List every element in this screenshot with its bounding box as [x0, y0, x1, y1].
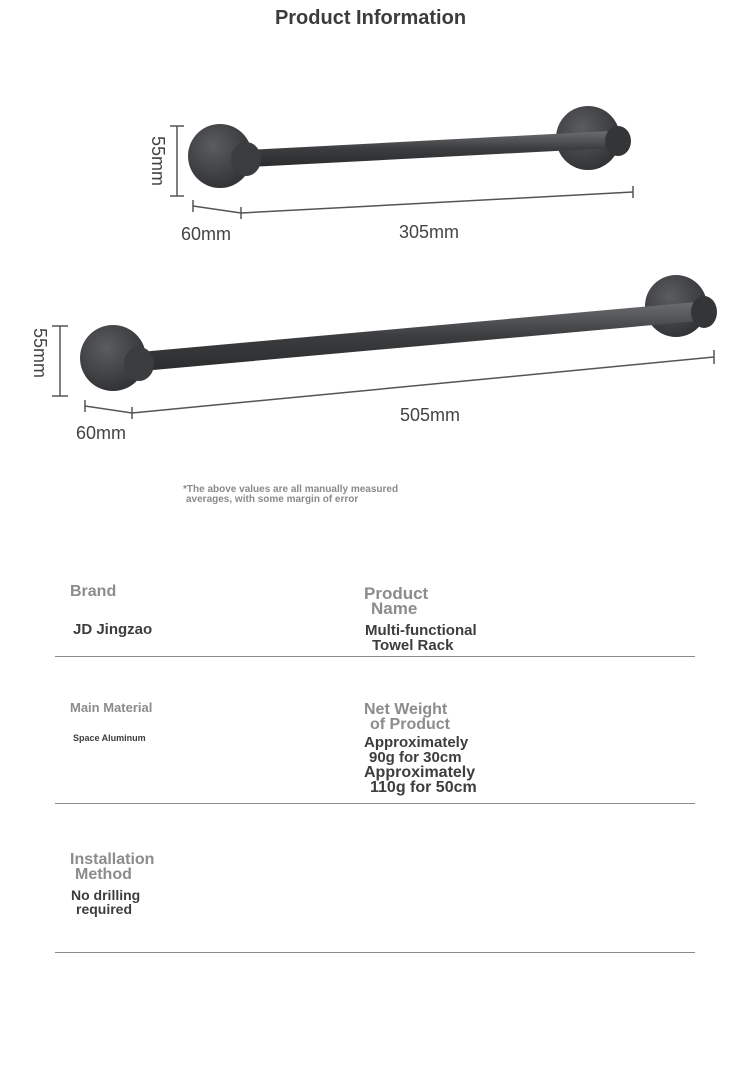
- brand-value: JD Jingzao: [73, 621, 153, 638]
- length-dimension-label: 305mm: [399, 222, 460, 242]
- depth-dimension-label: 60mm: [76, 423, 127, 443]
- right-end-cap: [691, 296, 717, 328]
- product-name-value: Multi-functional Towel Rack: [365, 622, 477, 654]
- net-weight-label: Net Weight of Product: [364, 701, 450, 733]
- divider: [55, 952, 695, 953]
- brand-label: Brand: [70, 583, 117, 600]
- towel-bar: [140, 302, 698, 371]
- height-dimension-label: 55mm: [148, 136, 168, 187]
- measurement-note: *The above values are all manually measured averages, with some margin of error: [183, 484, 399, 505]
- divider: [55, 803, 695, 804]
- installation-method-label: Installation Method: [70, 851, 155, 883]
- product-name-label: Product Name: [364, 584, 429, 618]
- installation-method-value: No drilling required: [71, 887, 141, 917]
- towel-bar: [248, 131, 612, 167]
- depth-dimension-label: 60mm: [181, 224, 232, 244]
- height-dimension-label: 55mm: [30, 328, 50, 379]
- net-weight-value-50cm: Approximately 110g for 50cm: [364, 764, 477, 796]
- net-weight-value-30cm: Approximately 90g for 30cm: [364, 734, 469, 766]
- towel-rack-50cm: [52, 275, 717, 419]
- length-dimension-label: 505mm: [400, 405, 461, 425]
- right-end-cap: [605, 126, 631, 156]
- towel-rack-30cm: [170, 106, 633, 219]
- left-end-cap: [124, 347, 154, 381]
- main-material-value: Space Aluminum: [73, 733, 146, 743]
- left-end-cap: [231, 142, 261, 176]
- divider: [55, 656, 695, 657]
- main-material-label: Main Material: [70, 700, 153, 715]
- product-illustrations: [0, 0, 750, 480]
- page-title: Product Information: [274, 7, 467, 29]
